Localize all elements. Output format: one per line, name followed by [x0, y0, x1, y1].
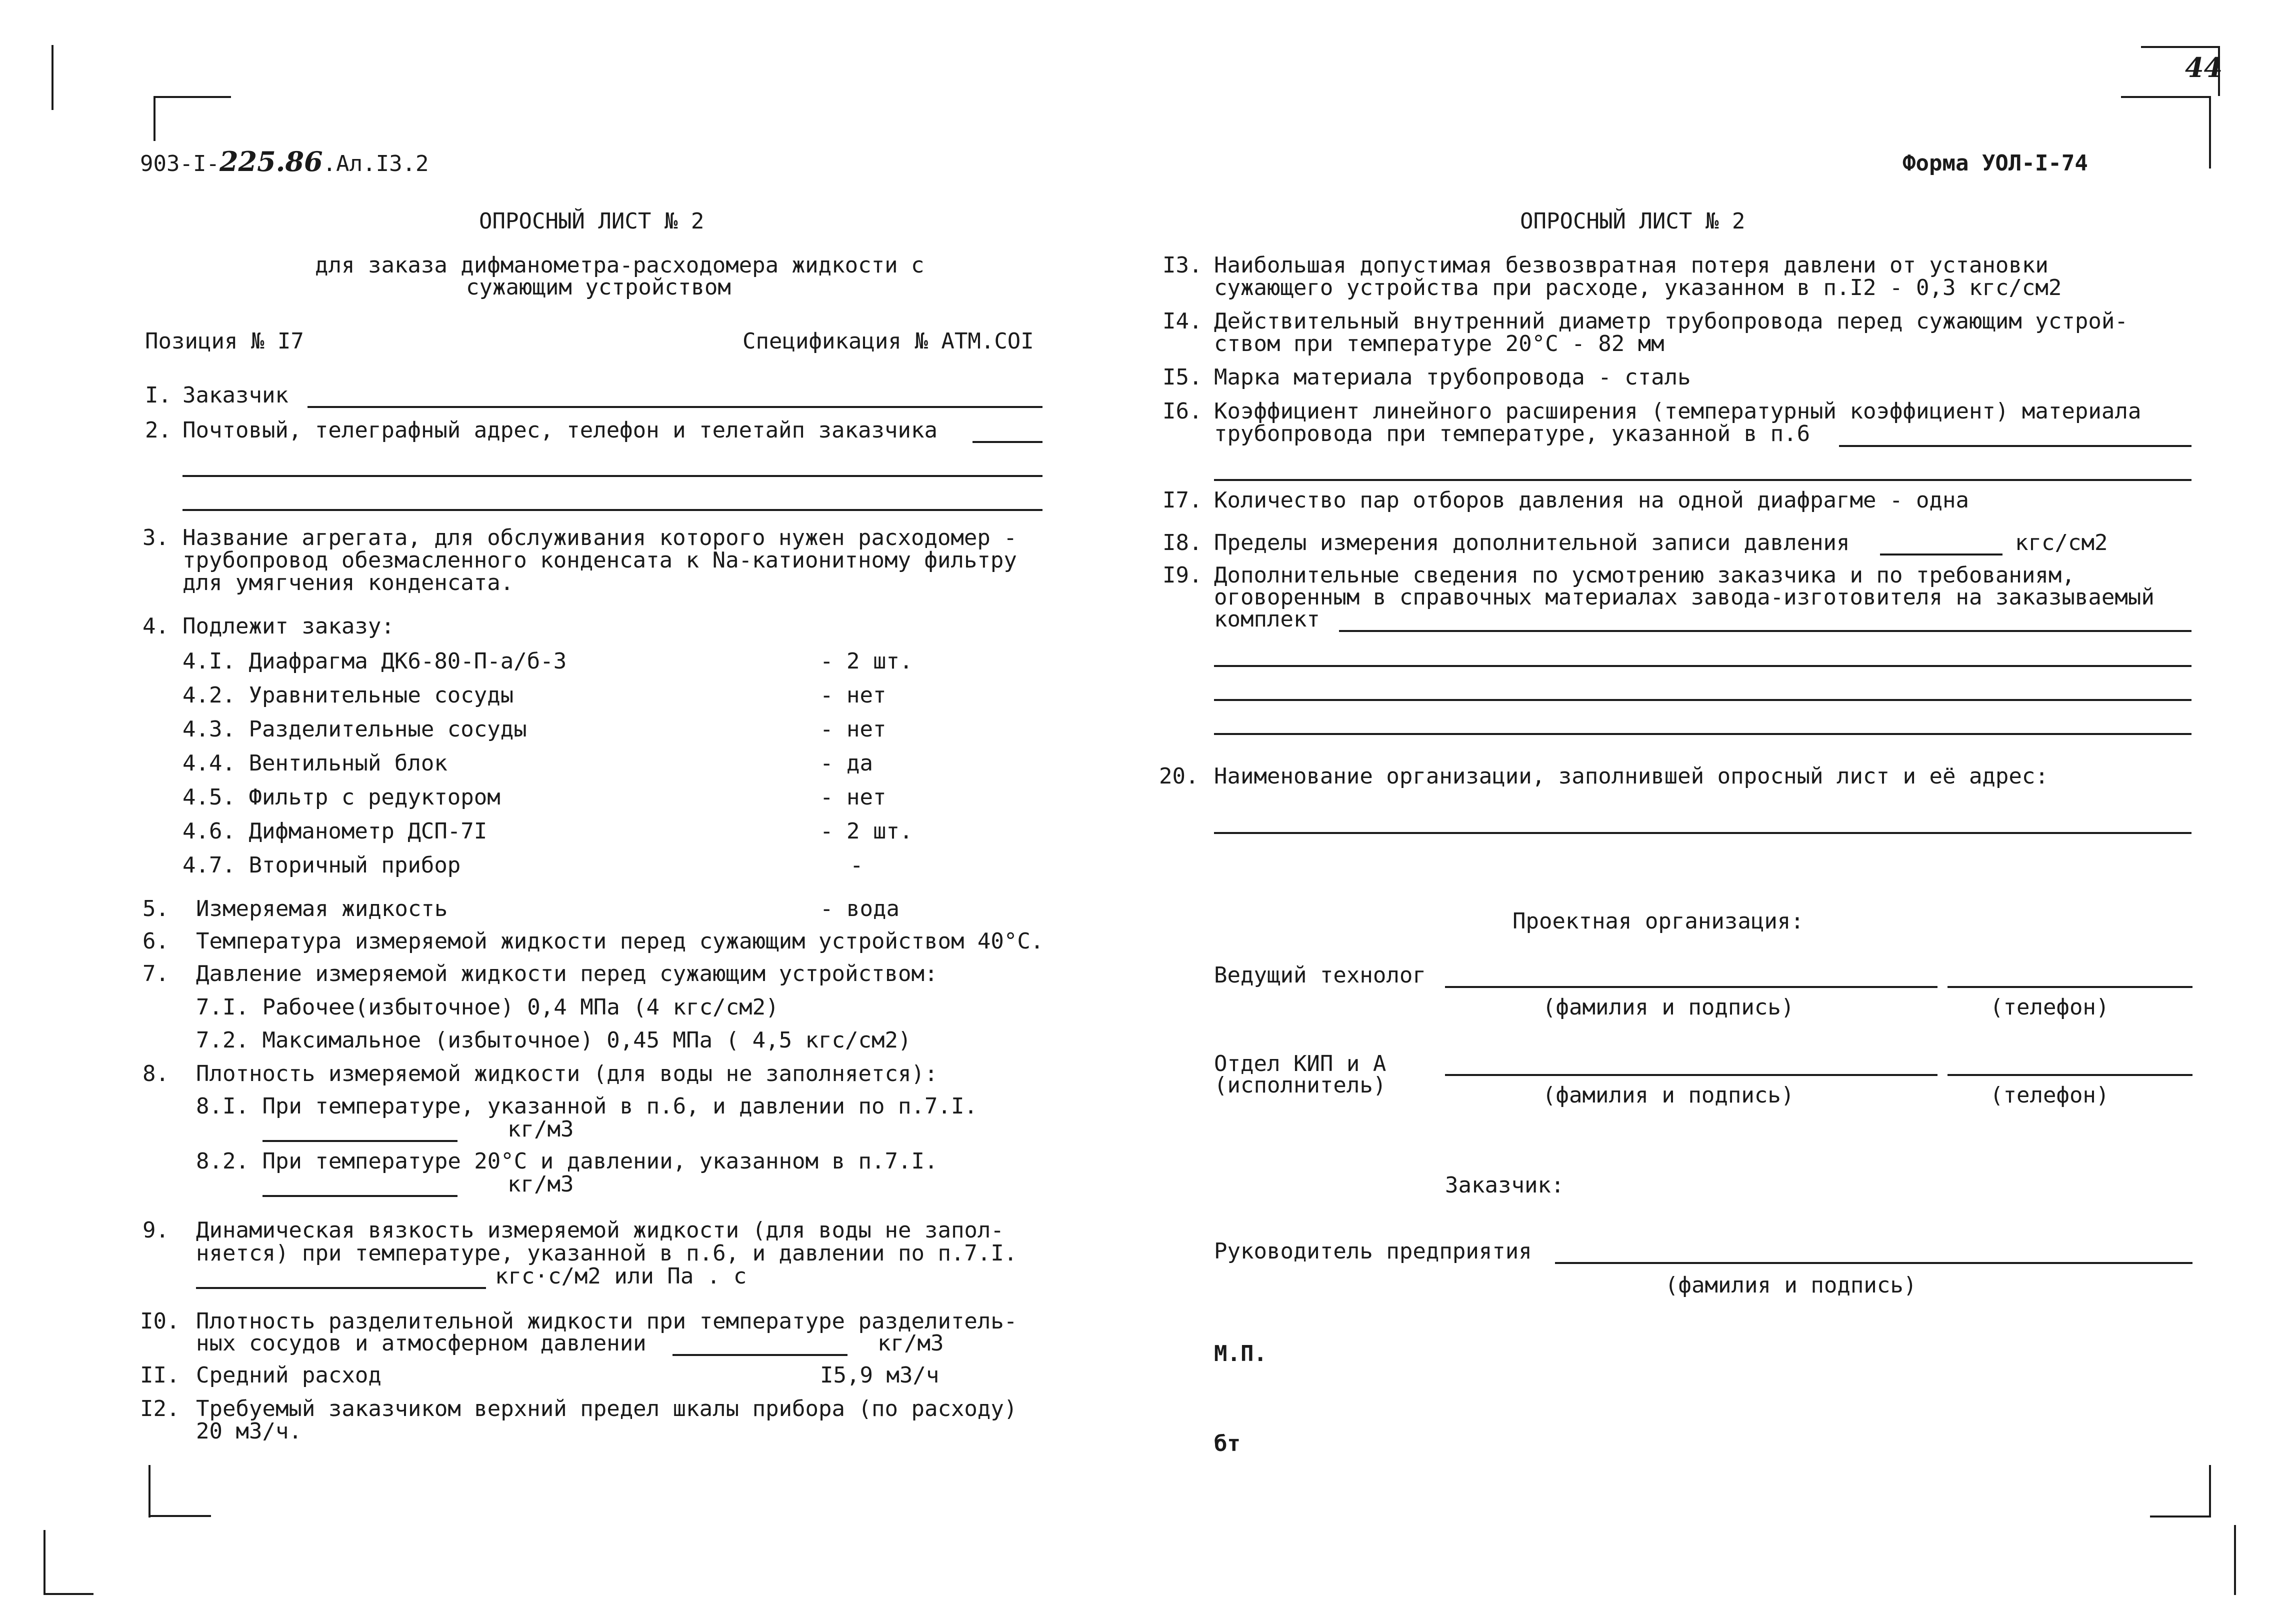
- item-3-line-1: Название агрегата, для обслуживания которого нужен расходомер -: [182, 525, 1017, 550]
- item-18-unit: кгс/см2: [2015, 530, 2108, 556]
- item-9-line-1: Динамическая вязкость измеряемой жидкости (для воды не запол-: [196, 1218, 1004, 1243]
- item-10-number: I0.: [140, 1308, 180, 1334]
- item-4-5-value: - нет: [820, 784, 886, 810]
- item-6-number: 6.: [142, 928, 169, 954]
- item-4-3-label: 4.3. Разделительные сосуды: [182, 716, 527, 742]
- corner-mark-top-left: [154, 96, 156, 141]
- kip-dept-signature-line[interactable]: [1445, 1074, 1938, 1076]
- item-10-line-1: Плотность разделительной жидкости при температуре разделитель-: [196, 1308, 1018, 1334]
- item-1-label: Заказчик: [182, 382, 288, 408]
- document-code-handwritten: 225.86: [219, 146, 323, 178]
- item-13-line-2: сужающего устройства при расходе, указанном в п.I2 - 0,3 кгс/см2: [1214, 275, 2062, 300]
- item-18-number: I8.: [1162, 530, 1202, 556]
- kip-dept-label-2: (исполнитель): [1214, 1072, 1386, 1098]
- item-19-line-3: комплект: [1214, 606, 1320, 632]
- left-subtitle-1: для заказа дифманометра-расходомера жидкости с: [315, 252, 924, 278]
- item-17-label: Количество пар отборов давления на одной диафрагме - одна: [1214, 488, 1969, 513]
- item-8-2-unit: кг/м3: [508, 1172, 574, 1197]
- item-4-3-value: - нет: [820, 716, 886, 742]
- kip-dept-phone-line[interactable]: [1948, 1074, 2192, 1076]
- document-code-prefix: 903-I-: [140, 151, 220, 176]
- specification-number: Спецификация № АТМ.СОI: [742, 328, 1034, 354]
- scan-edge-mark: [52, 45, 54, 110]
- corner-mark-bottom-left: [148, 1465, 150, 1518]
- item-14-number: I4.: [1162, 308, 1202, 334]
- item-20-fill-line[interactable]: [1214, 832, 2192, 834]
- item-14-line-2: ством при температуре 20°C - 82 мм: [1214, 331, 1664, 356]
- item-19-fill-line-3[interactable]: [1214, 699, 2192, 701]
- item-19-fill-line-4[interactable]: [1214, 733, 2192, 735]
- item-19-fill-line[interactable]: [1339, 630, 2192, 632]
- item-19-line-1: Дополнительные сведения по усмотрению заказчика и по требованиям,: [1214, 562, 2075, 588]
- item-12-line-2: 20 м3/ч.: [196, 1418, 302, 1444]
- form-code: Форма УОЛ-I-74: [1902, 150, 2088, 176]
- corner-mark-top-right-2: [2209, 96, 2211, 168]
- item-14-line-1: Действительный внутренний диаметр трубопровода перед сужающим устрой-: [1214, 308, 2128, 334]
- item-3-line-2: трубопровод обезмасленного конденсата к Na-катионитному фильтру: [182, 548, 1017, 573]
- seal-place: М.П.: [1214, 1341, 1267, 1366]
- item-4-7-value: -: [850, 852, 864, 878]
- kip-dept-phone-caption: (телефон): [1990, 1082, 2110, 1108]
- item-7-1: 7.I. Рабочее(избыточное) 0,4 МПа (4 кгс/см2): [196, 994, 779, 1020]
- left-title: ОПРОСНЫЙ ЛИСТ № 2: [479, 208, 704, 234]
- item-16-line-1: Коэффициент линейного расширения (температурный коэффициент) материала: [1214, 398, 2142, 424]
- item-9-line-2: няется) при температуре, указанной в п.6, и давлении по п.7.I.: [196, 1240, 1018, 1266]
- item-4-number: 4.: [142, 614, 169, 639]
- corner-mark-bottom-right-2: [2234, 1525, 2236, 1595]
- item-15-label: Марка материала трубопровода - сталь: [1214, 364, 1691, 390]
- corner-mark-bottom-right: [2209, 1465, 2211, 1518]
- document-code: [140, 146, 429, 178]
- item-20-number: 20.: [1159, 764, 1199, 789]
- item-19-line-2: оговоренным в справочных материалах завода-изготовителя на заказываемый: [1214, 584, 2154, 610]
- item-2-number: 2.: [145, 418, 172, 443]
- item-2-label: Почтовый, телеграфный адрес, телефон и телетайп заказчика: [182, 418, 938, 443]
- item-3-number: 3.: [142, 525, 169, 550]
- item-5-label: Измеряемая жидкость: [196, 896, 448, 922]
- item-13-number: I3.: [1162, 252, 1202, 278]
- director-signature-caption: (фамилия и подпись): [1665, 1272, 1917, 1298]
- item-2-fill-line[interactable]: [972, 441, 1042, 443]
- item-5-number: 5.: [142, 896, 169, 922]
- corner-mark-top-right-h2: [2121, 96, 2211, 98]
- item-11-number: II.: [140, 1362, 180, 1388]
- corner-mark-top-left-h: [154, 96, 231, 98]
- item-2-fill-line-2[interactable]: [182, 475, 1042, 477]
- corner-mark-top-right-h: [2141, 46, 2220, 48]
- item-18-label: Пределы измерения дополнительной записи давления: [1214, 530, 1850, 556]
- item-16-fill-line[interactable]: [1839, 445, 2192, 447]
- item-8-1-fill-line[interactable]: [262, 1140, 458, 1142]
- director-label: Руководитель предприятия: [1214, 1238, 1532, 1264]
- corner-mark-bottom-right-h: [2150, 1516, 2211, 1518]
- item-4-4-value: - да: [820, 750, 873, 776]
- item-18-fill-line[interactable]: [1880, 554, 2002, 556]
- item-13-line-1: Наибольшая допустимая безвозвратная потеря давлени от установки: [1214, 252, 2048, 278]
- item-4-7-label: 4.7. Вторичный прибор: [182, 852, 461, 878]
- item-9-number: 9.: [142, 1218, 169, 1243]
- item-11-label: Средний расход: [196, 1362, 382, 1388]
- item-10-unit: кг/м3: [878, 1330, 944, 1356]
- author-mark: бт: [1214, 1431, 1240, 1456]
- left-subtitle-2: сужающим устройством: [466, 274, 731, 300]
- item-8-2: 8.2. При температуре 20°C и давлении, указанном в п.7.I.: [196, 1148, 938, 1174]
- item-15-number: I5.: [1162, 364, 1202, 390]
- position-number: Позиция № I7: [145, 328, 304, 354]
- right-title: ОПРОСНЫЙ ЛИСТ № 2: [1520, 208, 1746, 234]
- corner-mark-bottom-left-h2: [44, 1593, 94, 1595]
- director-signature-line[interactable]: [1555, 1262, 2192, 1264]
- item-4-1-label: 4.I. Диафрагма ДК6-80-П-а/б-3: [182, 648, 567, 674]
- item-4-2-value: - нет: [820, 682, 886, 708]
- corner-mark-bottom-left-h: [148, 1515, 211, 1517]
- item-4-1-value: - 2 шт.: [820, 648, 913, 674]
- item-5-value: - вода: [820, 896, 900, 922]
- kip-dept-signature-caption: (фамилия и подпись): [1542, 1082, 1794, 1108]
- item-7-number: 7.: [142, 961, 169, 986]
- item-17-number: I7.: [1162, 488, 1202, 513]
- item-4-4-label: 4.4. Вентильный блок: [182, 750, 448, 776]
- lead-technologist-label: Ведущий технолог: [1214, 962, 1426, 988]
- item-9-fill-line[interactable]: [196, 1287, 486, 1289]
- item-7-2: 7.2. Максимальное (избыточное) 0,45 МПа ( 4,5 кгс/см2): [196, 1028, 912, 1053]
- lead-technologist-signature-line[interactable]: [1445, 986, 1938, 988]
- item-11-value: I5,9 м3/ч: [820, 1362, 940, 1388]
- lead-technologist-phone-caption: (телефон): [1990, 994, 2110, 1020]
- item-16-fill-line-2[interactable]: [1214, 479, 2192, 481]
- item-10-line-2: ных сосудов и атмосферном давлении: [196, 1330, 646, 1356]
- item-7-label: Давление измеряемой жидкости перед сужающим устройством:: [196, 961, 938, 986]
- item-4-label: Подлежит заказу:: [182, 614, 394, 639]
- item-4-6-label: 4.6. Дифманометр ДСП-7I: [182, 818, 488, 844]
- design-org-heading: Проектная организация:: [1512, 908, 1804, 934]
- item-16-line-2: трубопровода при температуре, указанной в п.6: [1214, 421, 1810, 446]
- kip-dept-label-1: Отдел КИП и А: [1214, 1051, 1386, 1076]
- item-8-2-fill-line[interactable]: [262, 1195, 458, 1197]
- item-9-unit: кгс·с/м2 или Па . с: [495, 1264, 747, 1289]
- item-6-label: Температура измеряемой жидкости перед сужающим устройством 40°C.: [196, 928, 1044, 954]
- item-2-fill-line-3[interactable]: [182, 509, 1042, 511]
- item-8-1: 8.I. При температуре, указанной в п.6, и давлении по п.7.I.: [196, 1094, 978, 1119]
- item-4-5-label: 4.5. Фильтр с редуктором: [182, 784, 500, 810]
- item-16-number: I6.: [1162, 398, 1202, 424]
- item-12-number: I2.: [140, 1396, 180, 1422]
- item-1-fill-line[interactable]: [308, 406, 1042, 408]
- item-4-6-value: - 2 шт.: [820, 818, 913, 844]
- document-code-suffix: .Ал.I3.2: [322, 151, 429, 176]
- item-8-1-unit: кг/м3: [508, 1116, 574, 1142]
- item-19-number: I9.: [1162, 562, 1202, 588]
- item-3-line-3: для умягчения конденсата.: [182, 570, 514, 596]
- item-8-number: 8.: [142, 1061, 169, 1086]
- lead-technologist-signature-caption: (фамилия и подпись): [1542, 994, 1794, 1020]
- item-10-fill-line[interactable]: [672, 1354, 848, 1356]
- item-20-label: Наименование организации, заполнившей опросный лист и её адрес:: [1214, 764, 2048, 789]
- page-number: 44: [2185, 52, 2223, 84]
- item-8-label: Плотность измеряемой жидкости (для воды не заполняется):: [196, 1061, 938, 1086]
- item-1-number: I.: [145, 382, 172, 408]
- item-4-2-label: 4.2. Уравнительные сосуды: [182, 682, 514, 708]
- lead-technologist-phone-line[interactable]: [1948, 986, 2192, 988]
- customer-heading: Заказчик:: [1445, 1172, 1564, 1198]
- corner-mark-bottom-left-2: [44, 1530, 46, 1595]
- item-19-fill-line-2[interactable]: [1214, 665, 2192, 667]
- item-12-line-1: Требуемый заказчиком верхний предел шкалы прибора (по расходу): [196, 1396, 1018, 1422]
